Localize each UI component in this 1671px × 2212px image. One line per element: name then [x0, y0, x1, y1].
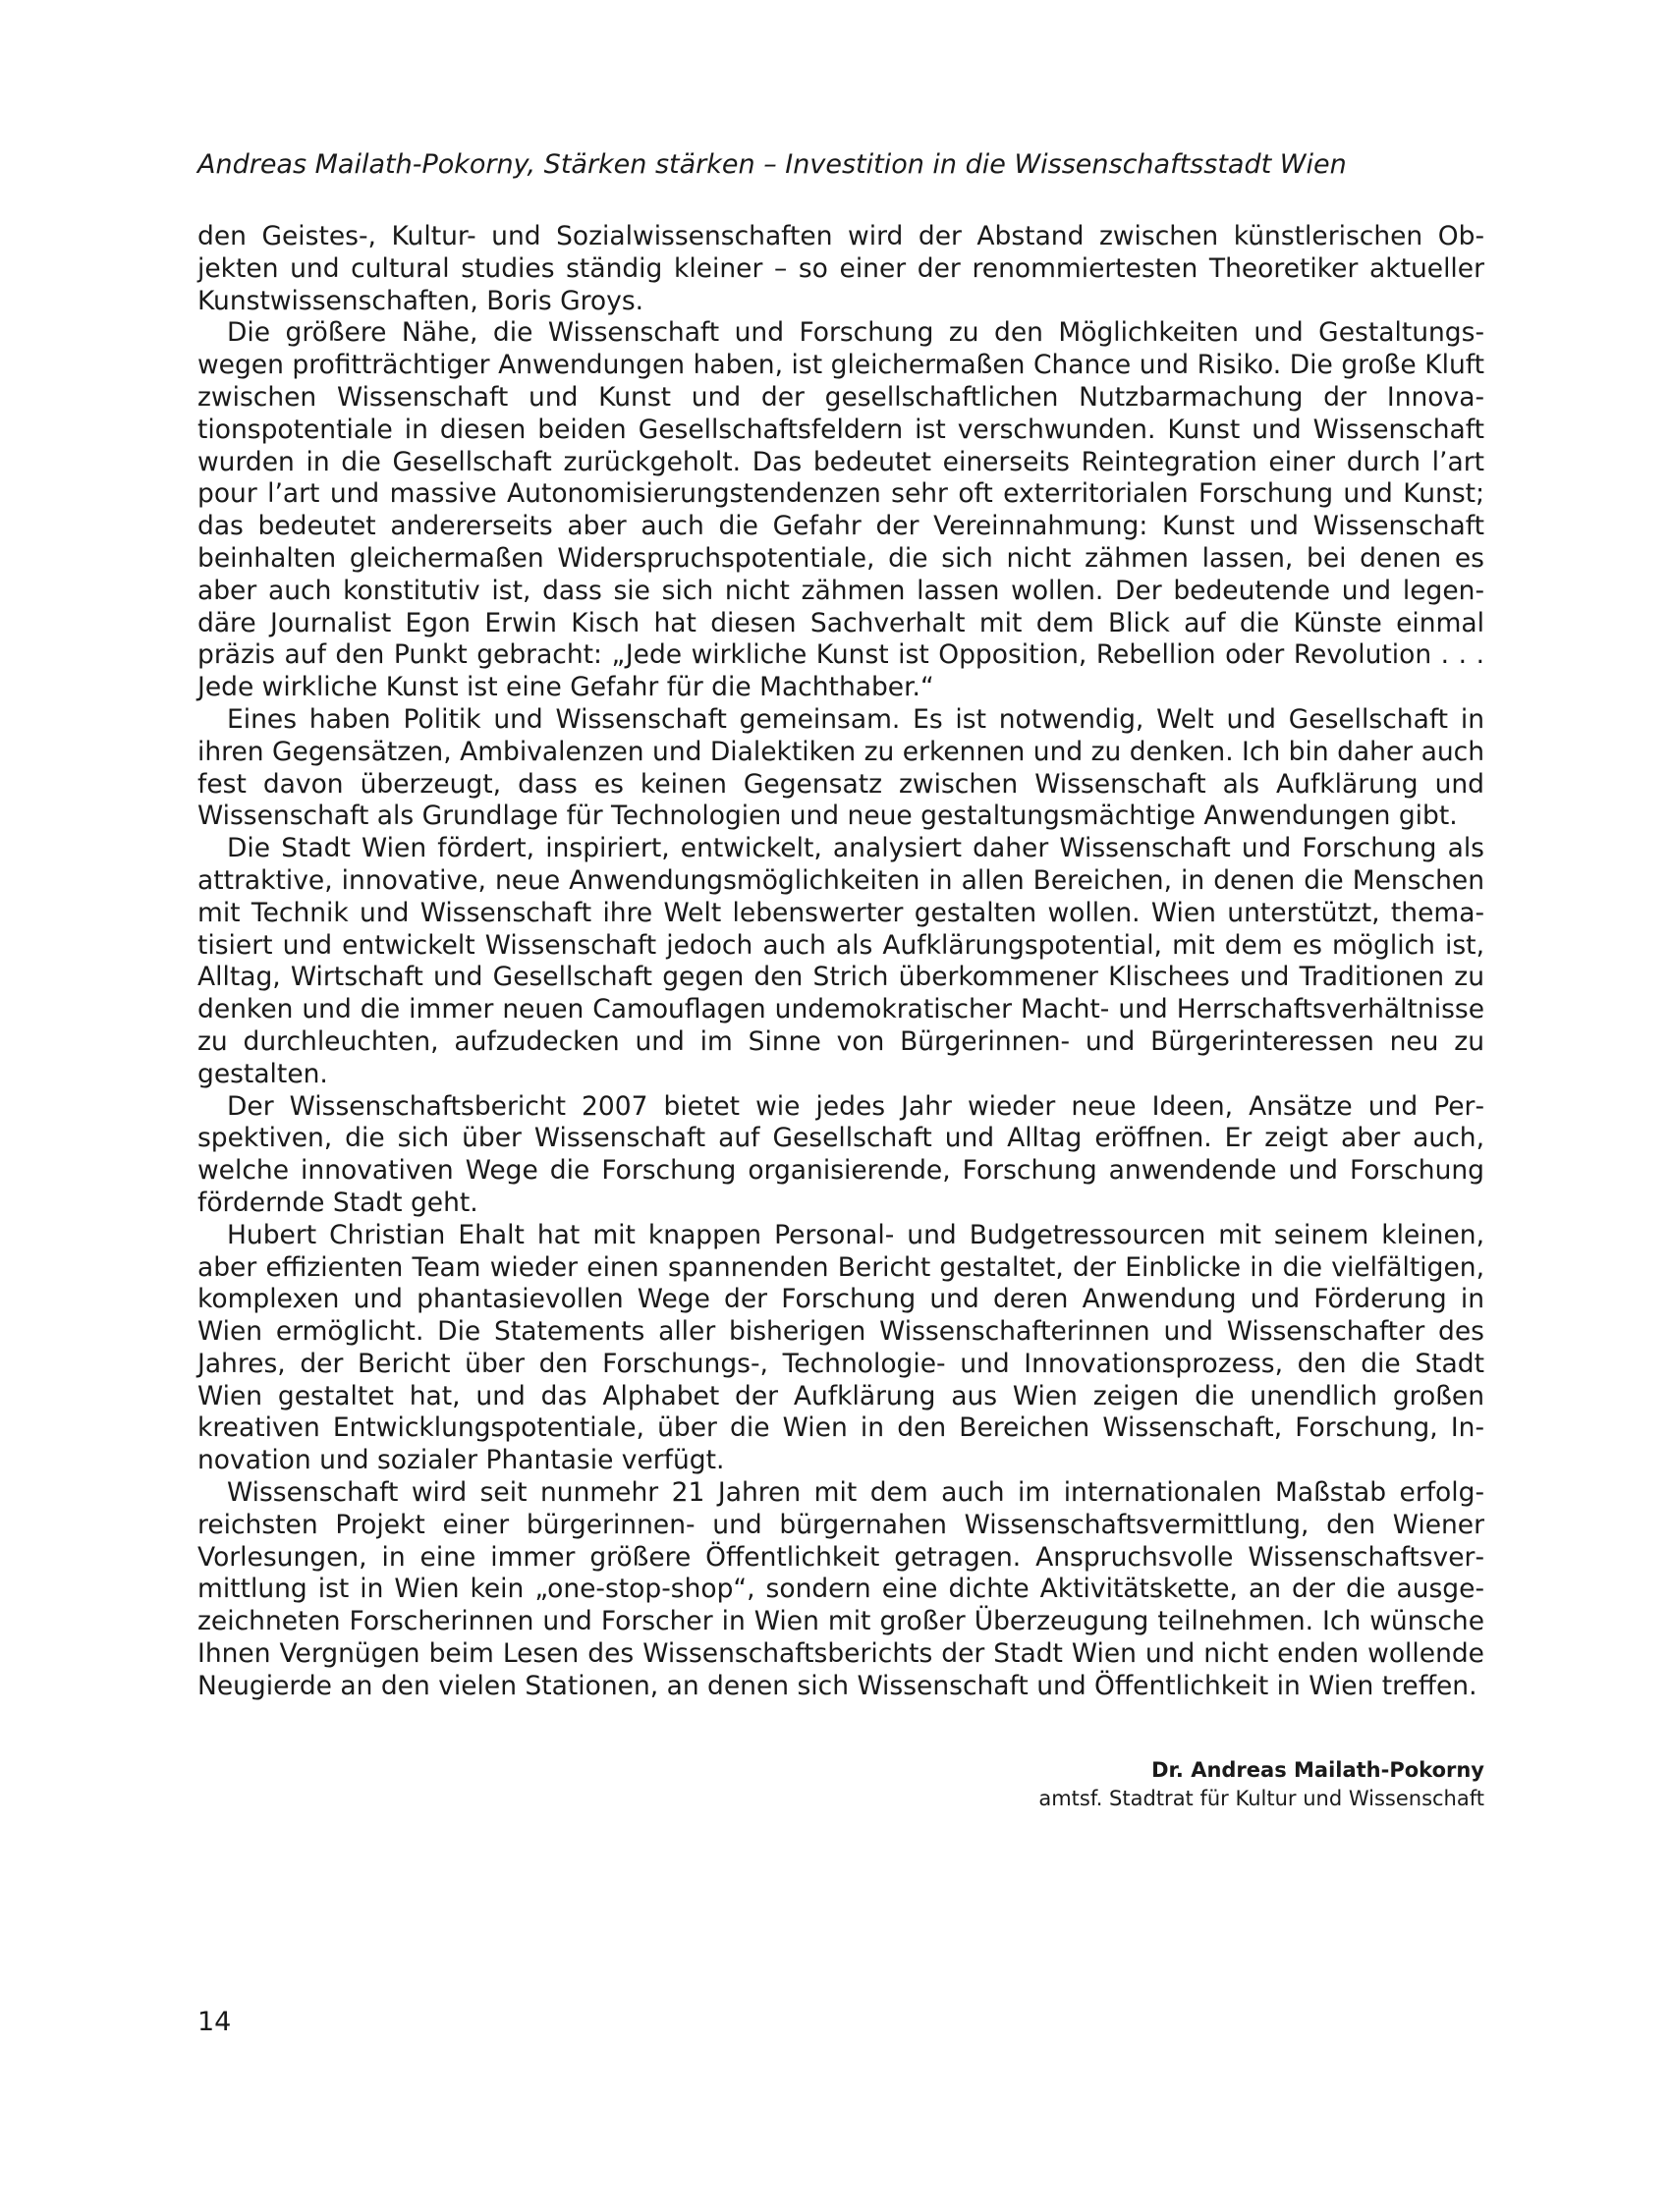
paragraph-7: Wissenschaft wird seit nunmehr 21 Jahren mit dem auch im internationalen Maßstab erfolgreichsten Projekt einer bürgerinnen- und bürgernahen Wissenschaftsvermittlung, den Wiener Vorlesungen, in eine immer größere Öffentlichkeit getragen. Anspruchsvolle Wissenschaftsvermittlung ist in Wien kein „one-stop-shop“, sondern eine dichte Aktivitätskette, an der die ausgezeichneten Forscherinnen und Forscher in Wien mit großer Überzeugung teilnehmen. Ich wünsche Ihnen Vergnügen beim Lesen des Wissenschaftsberichts der Stadt Wien und nicht enden wollende Neugierde an den vielen Stationen, an denen sich Wissenschaft und Öffentlichkeit in Wien treffen. [197, 1477, 1484, 1701]
article-body [197, 221, 1484, 1703]
paragraph-4: Die Stadt Wien fördert, inspiriert, entwickelt, analysiert daher Wissenschaft und Forschung als attraktive, innovative, neue Anwendungsmöglichkeiten in allen Bereichen, in denen die Menschen mit Technik und Wissenschaft ihre Welt lebenswerter gestalten wollen. Wien unterstützt, thematisiert und entwickelt Wissenschaft jedoch auch als Aufklärungspotential, mit dem es möglich ist, Alltag, Wirtschaft und Gesellschaft gegen den Strich überkommener Klischees und Traditionen zu denken und die immer neuen Camouflagen undemokratischer Macht- und Herrschaftsverhältnisse zu durchleuchten, aufzudecken und im Sinne von Bürgerinnen- und Bürgerinteressen neu zu gestalten. [197, 833, 1484, 1089]
signature-name: Dr. Andreas Mailath-Pokorny [1151, 1758, 1484, 1782]
running-header-title: Andreas Mailath-Pokorny, Stärken stärken – Investition in die Wissenschaftsstadt Wien [197, 149, 1347, 180]
signature-block [1038, 1756, 1484, 1813]
paragraph-3: Eines haben Politik und Wissenschaft gemeinsam. Es ist notwendig, Welt und Gesellschaft in ihren Gegensätzen, Ambivalenzen und Dialektiken zu erkennen und zu denken. Ich bin daher auch fest davon überzeugt, dass es keinen Gegensatz zwischen Wissenschaft als Aufklärung und Wissenschaft als Grundlage für Technologien und neue gestaltungsmächtige Anwendungen gibt. [197, 703, 1484, 832]
paragraph-6: Hubert Christian Ehalt hat mit knappen Personal- und Budgetressourcen mit seinem kleinen, aber effizienten Team wieder einen spannenden Bericht gestaltet, der Einblicke in die vielfältigen, komplexen und phantasievollen Wege der Forschung und deren Anwendung und Förderung in Wien ermöglicht. Die Statements aller bisherigen Wissenschafterinnen und Wissenschafter des Jahres, der Bericht über den Forschungs-, Technologie- und Innovationsprozess, den die Stadt Wien gestaltet hat, und das Alphabet der Aufklärung aus Wien zeigen die unendlich großen kreativen Entwicklungspotentiale, über die Wien in den Bereichen Wissenschaft, Forschung, Innovation und sozialer Phantasie verfügt. [197, 1219, 1484, 1476]
paragraph-5: Der Wissenschaftsbericht 2007 bietet wie jedes Jahr wieder neue Ideen, Ansätze und Perspektiven, die sich über Wissenschaft auf Gesellschaft und Alltag eröffnen. Er zeigt aber auch, welche innovativen Wege die Forschung organisierende, Forschung anwendende und Forschung fördernde Stadt geht. [197, 1090, 1484, 1218]
paragraph-1: den Geistes-, Kultur- und Sozialwissenschaften wird der Abstand zwischen künstlerischen Objekten und cultural studies ständig kleiner – so einer der renommiertesten Theoretiker aktueller Kunstwissenschaften, Boris Groys. [197, 221, 1484, 316]
paragraph-2: Die größere Nähe, die Wissenschaft und Forschung zu den Möglichkeiten und Gestaltungswegen profitträchtiger Anwendungen haben, ist gleichermaßen Chance und Risiko. Die große Kluft zwischen Wissenschaft und Kunst und der gesellschaftlichen Nutzbarmachung der Innovationspotentiale in diesen beiden Gesellschaftsfeldern ist verschwunden. Kunst und Wissenschaft wurden in die Gesellschaft zurückgeholt. Das bedeutet einerseits Reintegration einer durch l’art pour l’art und massive Autonomisierungstendenzen sehr oft exterritorialen Forschung und Kunst; das bedeutet andererseits aber auch die Gefahr der Vereinnahmung: Kunst und Wissenschaft beinhalten gleichermaßen Widerspruchspotentiale, die sich nicht zähmen lassen, bei denen es aber auch konstitutiv ist, dass sie sich nicht zähmen lassen wollen. Der bedeutende und legendäre Journalist Egon Erwin Kisch hat diesen Sachverhalt mit dem Blick auf die Künste einmal präzis auf den Punkt gebracht: „Jede wirkliche Kunst ist Opposition, Rebellion oder Revolution . . . Jede wirkliche Kunst ist eine Gefahr für die Machthaber.“ [197, 317, 1484, 703]
page-number: 14 [197, 2007, 232, 2037]
signature-role: amtsf. Stadtrat für Kultur und Wissenschaft [1038, 1787, 1484, 1810]
